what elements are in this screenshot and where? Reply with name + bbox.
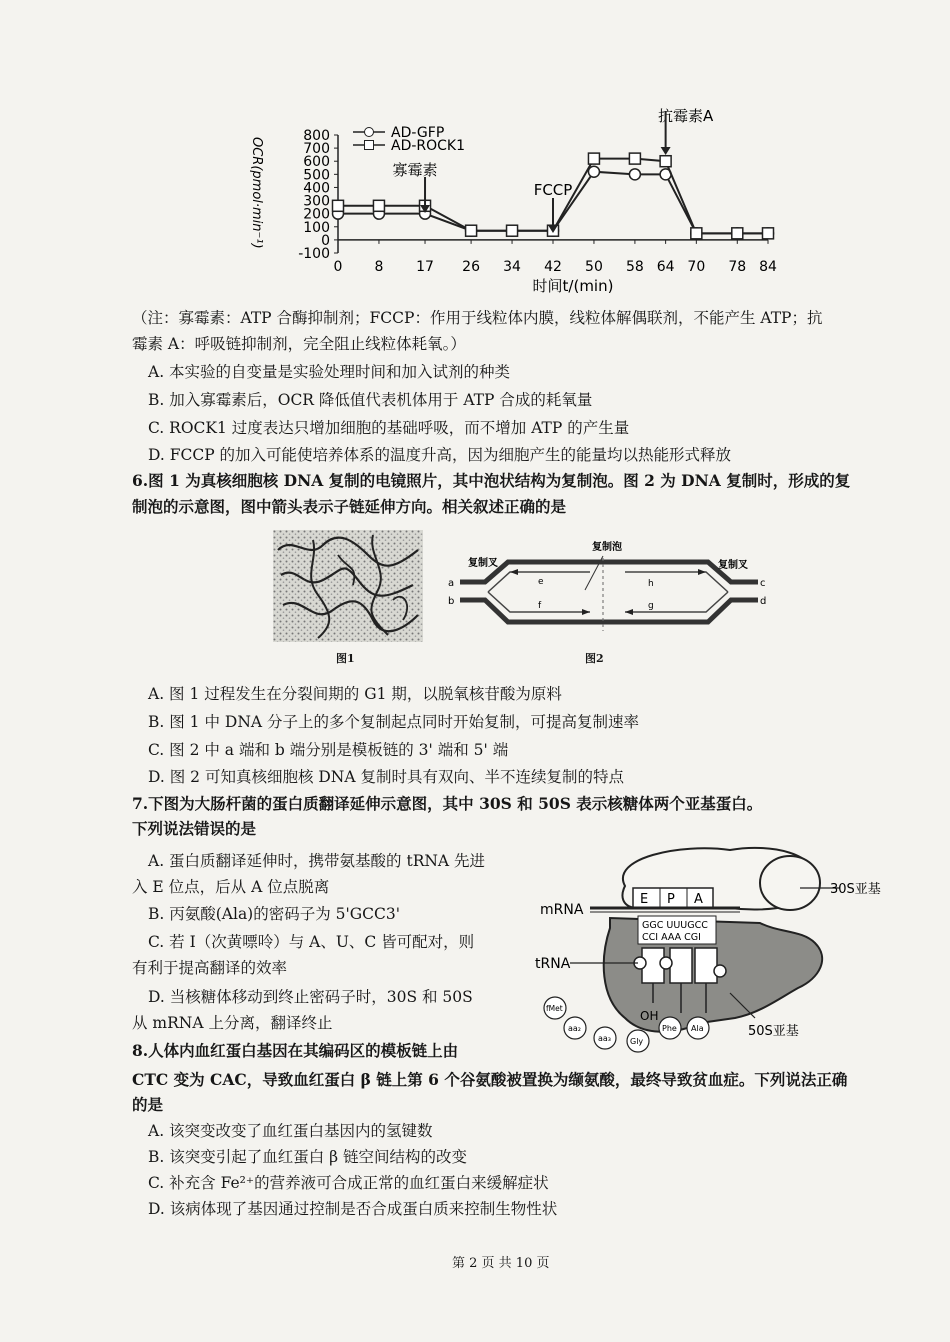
x-tick-label: 50: [585, 259, 603, 275]
fork-left-label: 复制叉: [468, 558, 498, 569]
q7-option-d-1: D. 当核糖体移动到终止密码子时，30S 和 50S: [148, 988, 473, 1006]
q7-option-b: B. 丙氨酸(Ala)的密码子为 5'GCC3': [148, 905, 401, 923]
site-p: P: [667, 892, 675, 907]
data-point: [333, 200, 344, 211]
ocr-line-chart: [235, 95, 795, 310]
x-tick-label: 42: [544, 259, 562, 275]
annotation-label: FCCP: [533, 181, 573, 199]
y-tick-label: 100: [303, 219, 330, 236]
label-b: b: [448, 596, 455, 607]
x-tick-label: 84: [759, 259, 777, 275]
y-tick-label: 200: [303, 206, 330, 223]
q6-option-a: A. 图 1 过程发生在分裂间期的 G1 期，以脱氧核苷酸为原料: [148, 685, 562, 703]
q7-option-c-1: C. 若 I（次黄嘌呤）与 A、U、C 皆可配对，则: [148, 933, 475, 951]
data-point: [763, 228, 774, 239]
x-tick-label: 17: [416, 259, 434, 275]
annotation-label: 寡霉素: [392, 161, 438, 179]
x-tick-label: 8: [374, 259, 384, 275]
data-point: [466, 225, 477, 236]
q7-option-a-1: A. 蛋白质翻译延伸时，携带氨基酸的 tRNA 先进: [148, 852, 486, 870]
q7-option-a-2: 入 E 位点，后从 A 位点脱离: [132, 878, 330, 896]
aa-fmet: fMet: [546, 1004, 563, 1013]
em-photo-figure: [273, 530, 423, 642]
x-tick-label: 58: [625, 259, 644, 275]
figure-2-caption: 图2: [585, 652, 604, 665]
site-a: A: [694, 892, 703, 907]
x-tick-label: 64: [656, 259, 675, 275]
data-point: [373, 200, 384, 211]
q8-option-d: D. 该病体现了基因通过控制是否合成蛋白质来控制生物性状: [148, 1200, 558, 1218]
y-tick-label: 600: [303, 154, 330, 171]
q7-stem-1: 7.下图为大肠杆菌的蛋白质翻译延伸示意图，其中 30S 和 50S 表示核糖体两个亚基蛋白。: [132, 794, 763, 813]
figure-1-caption: 图1: [336, 652, 355, 665]
label-h: h: [648, 579, 654, 589]
x-tick-label: 70: [687, 259, 706, 275]
q8-stem-1: 8.人体内血红蛋白基因在其编码区的模板链上由: [132, 1041, 459, 1060]
label-oh: OH: [640, 1009, 659, 1023]
annotation-arrowhead: [661, 147, 671, 155]
fork-right-label: 复制叉: [718, 560, 748, 571]
q5-option-d: D. FCCP 的加入可能使培养体系的温度升高，因为细胞产生的能量均以热能形式释放: [148, 446, 732, 464]
q6-option-d: D. 图 2 可知真核细胞核 DNA 复制时具有双向、半不连续复制的特点: [148, 768, 624, 786]
label-30s: 30S亚基: [830, 882, 881, 897]
q7-option-d-2: 从 mRNA 上分离，翻译终止: [132, 1014, 333, 1032]
note-line-2: 霉素 A：呼吸链抑制剂，完全阻止线粒体耗氧。）: [132, 335, 466, 353]
data-point: [629, 153, 640, 164]
y-tick-label: 800: [303, 128, 330, 144]
q6-option-c: C. 图 2 中 a 端和 b 端分别是模板链的 3' 端和 5' 端: [148, 741, 509, 759]
q8-stem-3: 的是: [132, 1095, 164, 1114]
y-tick-label: 0: [321, 232, 330, 249]
data-point: [588, 153, 599, 164]
x-axis-label: 时间t/(min): [532, 277, 614, 295]
legend-label: AD-GFP: [391, 125, 445, 141]
label-e: e: [538, 577, 544, 587]
q7-stem-2: 下列说法错误的是: [132, 819, 257, 838]
q6-option-b: B. 图 1 中 DNA 分子上的多个复制起点同时开始复制，可提高复制速率: [148, 713, 639, 731]
data-point: [732, 228, 743, 239]
x-tick-label: 0: [333, 259, 343, 275]
data-point: [660, 156, 671, 167]
aa-ala: Ala: [691, 1024, 704, 1033]
q5-option-c: C. ROCK1 过度表达只增加细胞的基础呼吸，而不增加 ATP 的产生量: [148, 419, 630, 437]
site-e: E: [640, 892, 649, 907]
legend-marker: [365, 141, 374, 150]
bubble-label: 复制泡: [592, 542, 622, 553]
x-tick-label: 34: [503, 259, 521, 275]
annotation-label: 抗霉素A: [657, 107, 714, 125]
aa-2: aa₂: [568, 1024, 582, 1033]
label-f: f: [538, 601, 542, 611]
q5-option-b: B. 加入寡霉素后，OCR 降低值代表机体用于 ATP 合成的耗氧量: [148, 391, 593, 409]
q8-option-b: B. 该突变引起了血红蛋白 β 链空间结构的改变: [148, 1148, 468, 1166]
data-point: [691, 228, 702, 239]
x-tick-label: 78: [728, 259, 747, 275]
label-50s: 50S亚基: [748, 1024, 799, 1039]
q8-stem-2: CTC 变为 CAC，导致血红蛋白 β 链上第 6 个谷氨酸被置换为缬氨酸，最终导致贫血症。下列说法正确: [132, 1070, 848, 1089]
label-mrna: mRNA: [540, 902, 584, 918]
ribosome-translation-figure: [530, 838, 900, 1063]
label-a: a: [448, 578, 455, 589]
anticodon-sequence: CCI AAA CGI: [642, 932, 701, 943]
label-c: c: [760, 578, 766, 589]
legend-marker: [365, 128, 374, 137]
data-point: [588, 166, 599, 177]
y-tick-label: 400: [303, 180, 330, 197]
y-axis-label: OCR(pmol·min⁻¹): [249, 137, 264, 249]
q6-stem-1: 6.图 1 为真核细胞核 DNA 复制的电镜照片，其中泡状结构为复制泡。图 2 为 DNA 复制时，形成的复: [132, 471, 851, 490]
aa-3: aa₃: [598, 1034, 612, 1043]
aa-phe: Phe: [662, 1024, 677, 1033]
page-footer: 第 2 页 共 10 页: [452, 1256, 550, 1271]
data-point: [507, 225, 518, 236]
note-line-1: （注：寡霉素：ATP 合酶抑制剂；FCCP：作用于线粒体内膜，线粒体解偶联剂，不能产生 ATP；抗: [132, 309, 823, 327]
label-d: d: [760, 596, 767, 607]
y-tick-label: 500: [303, 167, 330, 184]
aa-gly: Gly: [630, 1037, 644, 1046]
q5-option-a: A. 本实验的自变量是实验处理时间和加入试剂的种类: [148, 363, 511, 381]
x-tick-label: 26: [462, 259, 481, 275]
q8-option-a: A. 该突变改变了血红蛋白基因内的氢键数: [148, 1122, 433, 1140]
label-trna: tRNA: [535, 956, 571, 972]
codon-sequence: GGC UUUGCC: [642, 920, 708, 931]
q6-stem-2: 制泡的示意图，图中箭头表示子链延伸方向。相关叙述正确的是: [132, 497, 567, 516]
q7-option-c-2: 有利于提高翻译的效率: [132, 959, 288, 977]
y-tick-label: 300: [303, 193, 330, 210]
replication-bubble-figure: [440, 538, 770, 653]
y-tick-label: -100: [298, 246, 330, 262]
legend-label: AD-ROCK1: [391, 138, 466, 154]
y-tick-label: 700: [303, 141, 330, 158]
label-g: g: [648, 601, 654, 611]
data-point: [629, 169, 640, 180]
q8-option-c: C. 补充含 Fe²⁺的营养液可合成正常的血红蛋白来缓解症状: [148, 1174, 549, 1192]
